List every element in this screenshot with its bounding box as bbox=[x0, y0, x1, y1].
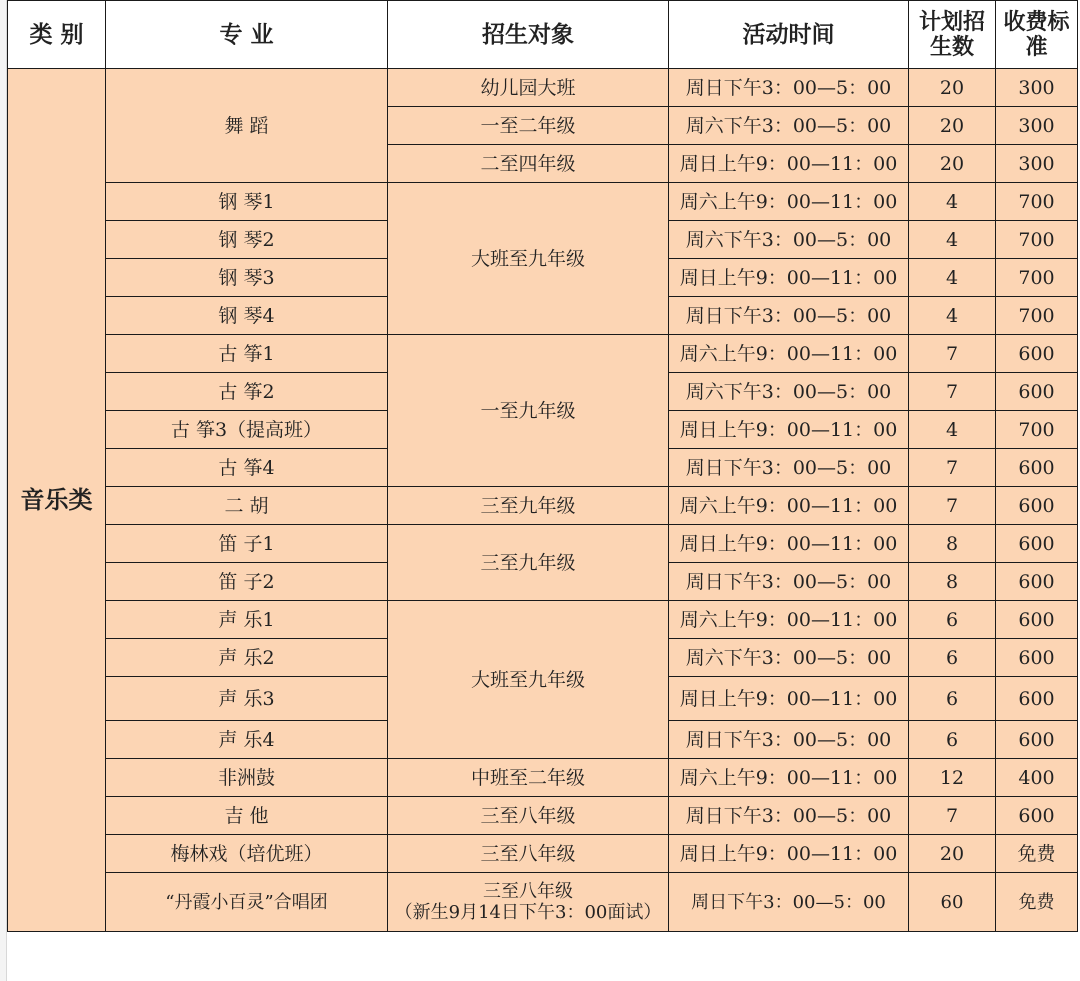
fee-cell: 700 bbox=[996, 183, 1078, 221]
major-cell: 钢 琴3 bbox=[106, 259, 388, 297]
quota-cell: 4 bbox=[909, 411, 996, 449]
fee-cell: 600 bbox=[996, 449, 1078, 487]
major-cell: 古 筝4 bbox=[106, 449, 388, 487]
quota-cell: 20 bbox=[909, 835, 996, 873]
fee-cell: 600 bbox=[996, 677, 1078, 721]
fee-cell: 300 bbox=[996, 69, 1078, 107]
quota-cell: 6 bbox=[909, 721, 996, 759]
time-cell: 周日上午9：00—11：00 bbox=[669, 835, 909, 873]
major-cell: 非洲鼓 bbox=[106, 759, 388, 797]
table-row bbox=[8, 183, 1078, 221]
fee-cell: 700 bbox=[996, 221, 1078, 259]
quota-cell: 7 bbox=[909, 335, 996, 373]
time-cell: 周日上午9：00—11：00 bbox=[669, 145, 909, 183]
target-cell: 中班至二年级 bbox=[388, 759, 669, 797]
fee-cell: 700 bbox=[996, 411, 1078, 449]
major-cell: 古 筝1 bbox=[106, 335, 388, 373]
table-row bbox=[8, 835, 1078, 873]
time-cell: 周六下午3：00—5：00 bbox=[669, 639, 909, 677]
fee-cell: 400 bbox=[996, 759, 1078, 797]
time-cell: 周六上午9：00—11：00 bbox=[669, 335, 909, 373]
table-row bbox=[8, 335, 1078, 373]
fee-cell: 600 bbox=[996, 563, 1078, 601]
major-cell: 二 胡 bbox=[106, 487, 388, 525]
quota-cell: 7 bbox=[909, 373, 996, 411]
target-cell: 幼儿园大班 bbox=[388, 69, 669, 107]
quota-cell: 4 bbox=[909, 297, 996, 335]
quota-cell: 6 bbox=[909, 677, 996, 721]
major-cell: 声 乐3 bbox=[106, 677, 388, 721]
target-cell: 三至八年级 bbox=[388, 835, 669, 873]
time-cell: 周日上午9：00—11：00 bbox=[669, 411, 909, 449]
time-cell: 周日下午3：00—5：00 bbox=[669, 449, 909, 487]
table-row bbox=[8, 873, 1078, 932]
major-cell: 吉 他 bbox=[106, 797, 388, 835]
major-cell: 声 乐2 bbox=[106, 639, 388, 677]
time-cell: 周日下午3：00—5：00 bbox=[669, 797, 909, 835]
fee-cell: 700 bbox=[996, 297, 1078, 335]
quota-cell: 6 bbox=[909, 601, 996, 639]
fee-cell: 600 bbox=[996, 639, 1078, 677]
time-cell: 周日上午9：00—11：00 bbox=[669, 259, 909, 297]
major-cell: 舞 蹈 bbox=[106, 69, 388, 183]
header-row bbox=[8, 1, 1078, 69]
header-quota: 计划招生数 bbox=[909, 1, 996, 69]
table-row bbox=[8, 69, 1078, 107]
quota-cell: 12 bbox=[909, 759, 996, 797]
enrollment-schedule-table bbox=[7, 0, 1078, 932]
fee-cell: 免费 bbox=[996, 835, 1078, 873]
time-cell: 周日下午3：00—5：00 bbox=[669, 297, 909, 335]
header-fee: 收费标准 bbox=[996, 1, 1078, 69]
target-main-text: 三至八年级 bbox=[483, 881, 573, 902]
fee-cell: 600 bbox=[996, 797, 1078, 835]
time-cell: 周日上午9：00—11：00 bbox=[669, 677, 909, 721]
quota-cell: 7 bbox=[909, 449, 996, 487]
time-cell: 周日下午3：00—5：00 bbox=[669, 563, 909, 601]
target-cell: 二至四年级 bbox=[388, 145, 669, 183]
major-cell: 声 乐1 bbox=[106, 601, 388, 639]
table-row bbox=[8, 601, 1078, 639]
target-note-text: （新生9月14日下午3：00面试） bbox=[394, 902, 662, 923]
major-cell: 古 筝2 bbox=[106, 373, 388, 411]
header-category: 类 别 bbox=[8, 1, 106, 69]
time-cell: 周六上午9：00—11：00 bbox=[669, 601, 909, 639]
time-cell: 周日下午3：00—5：00 bbox=[669, 721, 909, 759]
target-cell: 大班至九年级 bbox=[388, 601, 669, 759]
quota-cell: 4 bbox=[909, 221, 996, 259]
quota-cell: 7 bbox=[909, 487, 996, 525]
quota-cell: 7 bbox=[909, 797, 996, 835]
table-row bbox=[8, 797, 1078, 835]
fee-cell: 600 bbox=[996, 335, 1078, 373]
time-cell: 周六上午9：00—11：00 bbox=[669, 183, 909, 221]
major-cell: 声 乐4 bbox=[106, 721, 388, 759]
target-cell bbox=[388, 873, 669, 932]
major-cell: 钢 琴2 bbox=[106, 221, 388, 259]
major-cell: 笛 子1 bbox=[106, 525, 388, 563]
major-cell: 钢 琴4 bbox=[106, 297, 388, 335]
header-major: 专 业 bbox=[106, 1, 388, 69]
quota-cell: 20 bbox=[909, 69, 996, 107]
major-cell: 钢 琴1 bbox=[106, 183, 388, 221]
quota-cell: 6 bbox=[909, 639, 996, 677]
quota-cell: 4 bbox=[909, 259, 996, 297]
fee-cell: 300 bbox=[996, 107, 1078, 145]
major-cell: 古 筝3（提高班） bbox=[106, 411, 388, 449]
major-cell: 笛 子2 bbox=[106, 563, 388, 601]
fee-cell: 600 bbox=[996, 487, 1078, 525]
quota-cell: 8 bbox=[909, 563, 996, 601]
major-cell: 梅林戏（培优班） bbox=[106, 835, 388, 873]
fee-cell: 600 bbox=[996, 601, 1078, 639]
quota-cell: 8 bbox=[909, 525, 996, 563]
time-cell: 周六下午3：00—5：00 bbox=[669, 107, 909, 145]
fee-cell: 700 bbox=[996, 259, 1078, 297]
time-cell: 周六上午9：00—11：00 bbox=[669, 487, 909, 525]
spreadsheet-row-gutter bbox=[0, 0, 7, 981]
quota-cell: 4 bbox=[909, 183, 996, 221]
fee-cell: 600 bbox=[996, 721, 1078, 759]
time-cell: 周六上午9：00—11：00 bbox=[669, 759, 909, 797]
category-cell: 音乐类 bbox=[8, 69, 106, 932]
header-target: 招生对象 bbox=[388, 1, 669, 69]
quota-cell: 20 bbox=[909, 145, 996, 183]
fee-cell: 免费 bbox=[996, 873, 1078, 932]
header-time: 活动时间 bbox=[669, 1, 909, 69]
time-cell: 周日下午3：00—5：00 bbox=[669, 873, 909, 932]
major-cell: “丹霞小百灵”合唱团 bbox=[106, 873, 388, 932]
quota-cell: 20 bbox=[909, 107, 996, 145]
time-cell: 周六下午3：00—5：00 bbox=[669, 373, 909, 411]
fee-cell: 600 bbox=[996, 525, 1078, 563]
target-cell: 三至九年级 bbox=[388, 487, 669, 525]
quota-cell: 60 bbox=[909, 873, 996, 932]
target-cell: 大班至九年级 bbox=[388, 183, 669, 335]
table-row bbox=[8, 759, 1078, 797]
time-cell: 周六下午3：00—5：00 bbox=[669, 221, 909, 259]
target-cell: 三至九年级 bbox=[388, 525, 669, 601]
target-cell: 一至九年级 bbox=[388, 335, 669, 487]
target-cell: 三至八年级 bbox=[388, 797, 669, 835]
fee-cell: 600 bbox=[996, 373, 1078, 411]
table-row bbox=[8, 525, 1078, 563]
table-row bbox=[8, 487, 1078, 525]
time-cell: 周日上午9：00—11：00 bbox=[669, 525, 909, 563]
target-cell: 一至二年级 bbox=[388, 107, 669, 145]
fee-cell: 300 bbox=[996, 145, 1078, 183]
time-cell: 周日下午3：00—5：00 bbox=[669, 69, 909, 107]
